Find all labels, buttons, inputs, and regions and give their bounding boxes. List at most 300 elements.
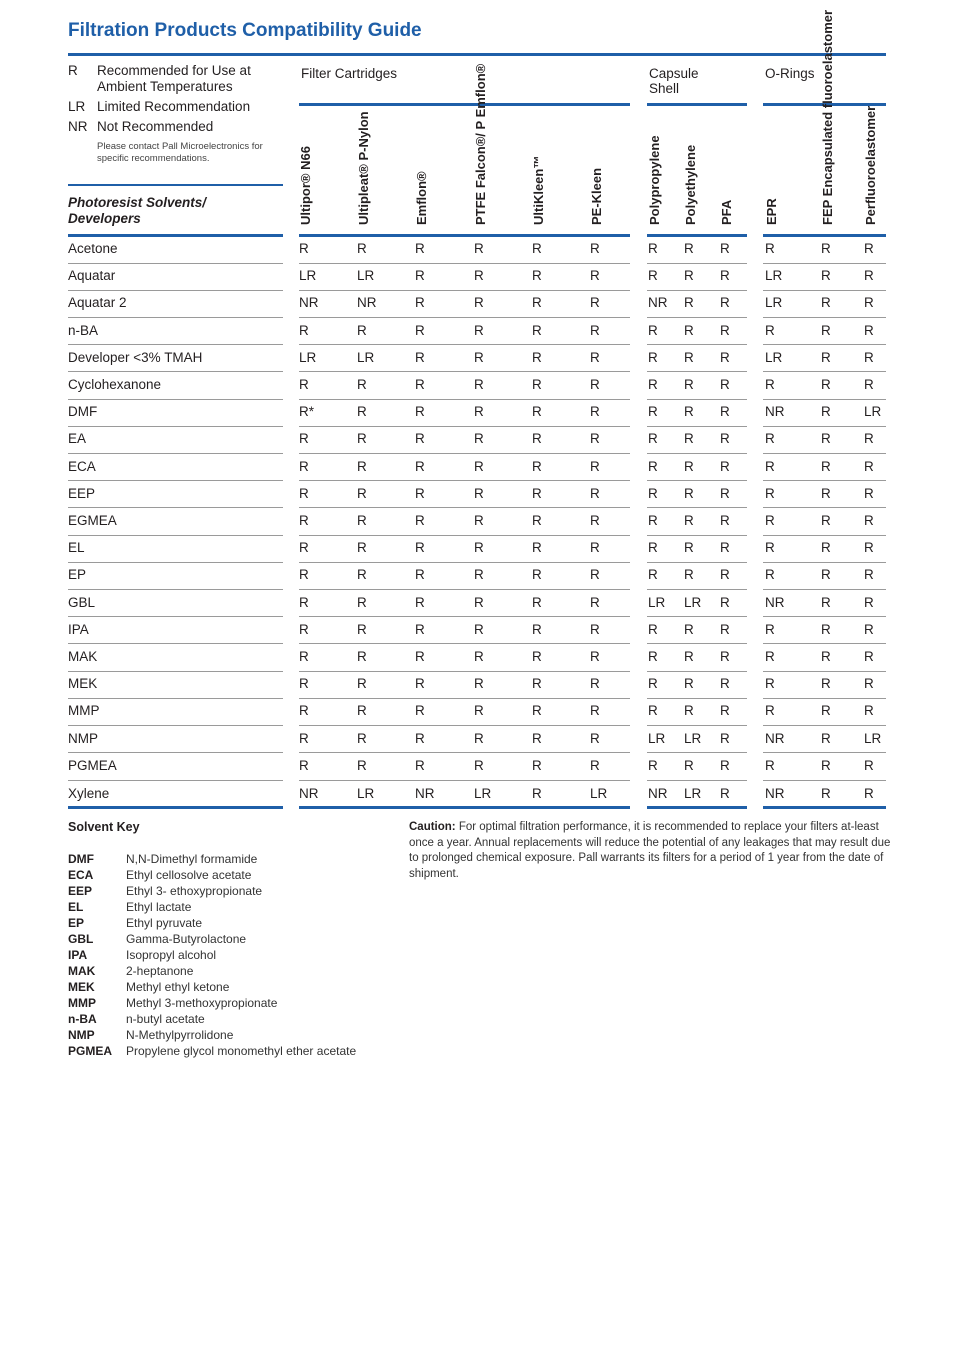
table-cell: R [864, 458, 874, 474]
table-cell: R [299, 594, 309, 610]
row-divider [299, 317, 630, 318]
row-divider [647, 643, 747, 644]
row-divider [68, 535, 283, 536]
table-cell: R [357, 649, 367, 664]
solvent-key-definition: Ethyl 3- ethoxypropionate [126, 884, 263, 898]
column-header-label: PFA [719, 199, 734, 225]
row-divider [647, 344, 747, 345]
table-cell: R [821, 431, 831, 447]
column-header-label: UltiKleen™ [531, 155, 546, 225]
table-cell: R [415, 431, 425, 447]
column-header-label: Polyethylene [683, 144, 698, 225]
table-cell: R [532, 322, 542, 338]
row-divider [763, 290, 886, 291]
table-cell: R [821, 458, 831, 474]
table-cell: R [864, 757, 874, 773]
row-divider [763, 399, 886, 400]
table-cell: R [821, 540, 831, 556]
table-cell: R [474, 241, 484, 256]
legend-note: Please contact Pall Microelectronics for specific recommendations. [97, 141, 263, 164]
row-label: Xylene [68, 786, 110, 801]
table-cell: R [357, 458, 367, 474]
table-cell: R [821, 621, 831, 637]
table-cell: R [415, 676, 425, 692]
table-cell: R [720, 649, 730, 664]
solvent-key-abbr: EP [68, 916, 85, 930]
row-divider [647, 263, 747, 264]
solvent-key-definition: Methyl ethyl ketone [126, 980, 230, 994]
table-cell: R [415, 241, 425, 256]
table-cell: R [720, 458, 730, 474]
table-cell: R [474, 594, 484, 610]
solvent-key-abbr: MEK [68, 980, 95, 994]
table-cell: R [765, 567, 775, 583]
table-cell: LR [474, 786, 492, 801]
solvent-key-abbr: EEP [68, 884, 93, 898]
solvent-key-abbr: NMP [68, 1028, 95, 1042]
table-cell: R [474, 268, 484, 284]
table-cell: R [765, 513, 775, 528]
table-cell: NR [765, 786, 785, 801]
table-cell: R [684, 485, 694, 501]
row-divider [647, 317, 747, 318]
table-cell: LR [684, 730, 702, 746]
row-divider [68, 780, 283, 781]
table-cell: R [765, 703, 775, 719]
table-cell: R [532, 786, 542, 801]
table-cell: R [590, 757, 600, 773]
row-divider [647, 562, 747, 563]
caution-note [409, 820, 894, 882]
row-divider [763, 562, 886, 563]
page-title: Filtration Products Compatibility Guide [68, 20, 422, 41]
table-cell: LR [765, 295, 783, 311]
header-rule [299, 234, 630, 237]
group-rule [647, 103, 747, 106]
row-divider [68, 562, 283, 563]
table-cell: NR [648, 295, 668, 311]
table-cell: R [474, 513, 484, 528]
row-label: ECA [68, 458, 96, 474]
group-capsule-shell: Capsule Shell [649, 66, 699, 96]
row-divider [299, 616, 630, 617]
legend-text: Recommended for Use at Ambient Temperatures [97, 63, 251, 94]
table-cell: R [474, 757, 484, 773]
row-label: MAK [68, 649, 98, 664]
table-cell: R [765, 431, 775, 447]
table-cell: R [357, 567, 367, 583]
table-cell: NR [357, 295, 377, 311]
table-cell: R [720, 322, 730, 338]
table-cell: R [648, 322, 658, 338]
row-divider [763, 780, 886, 781]
table-cell: R [821, 268, 831, 284]
table-cell: LR [648, 730, 666, 746]
solvent-key-definition: Propylene glycol monomethyl ether acetate [126, 1044, 357, 1058]
table-cell: R [684, 404, 694, 420]
table-cell: LR [648, 594, 666, 610]
table-cell: R [590, 676, 600, 692]
table-cell: LR [357, 349, 375, 365]
row-divider [647, 780, 747, 781]
table-bottom-rule [647, 806, 747, 809]
row-divider [299, 371, 630, 372]
table-cell: R [532, 757, 542, 773]
solvent-key-item [68, 883, 356, 899]
solvent-key-definition: Methyl 3-methoxypropionate [126, 996, 278, 1010]
group-filter-cartridges: Filter Cartridges [301, 66, 398, 81]
solvent-key-abbr: GBL [68, 932, 94, 946]
table-cell: R [415, 377, 425, 392]
table-cell: R [532, 703, 542, 719]
row-divider [763, 480, 886, 481]
row-divider [647, 290, 747, 291]
column-header [757, 110, 783, 225]
table-cell: R [720, 540, 730, 556]
table-cell: R [532, 295, 542, 311]
table-cell: R [590, 377, 600, 392]
legend-text: Not Recommended [97, 119, 214, 134]
table-cell: R [590, 268, 600, 284]
column-header-label: Emflon® [414, 171, 429, 225]
column-header [349, 110, 375, 225]
table-cell: R [532, 513, 542, 528]
row-divider [647, 589, 747, 590]
solvent-key-definition: Gamma-Butyrolactone [126, 932, 247, 946]
table-cell: R [648, 377, 658, 392]
group-rule [299, 103, 630, 106]
row-divider [299, 589, 630, 590]
column-header [856, 105, 882, 225]
table-cell: R [532, 649, 542, 664]
table-cell: R [590, 458, 600, 474]
row-label: EA [68, 431, 87, 447]
table-cell: R [299, 377, 309, 392]
row-divider [763, 371, 886, 372]
table-cell: R [299, 485, 309, 501]
solvent-key-item [68, 963, 356, 979]
table-cell: R [720, 730, 730, 746]
column-header-label: PTFE Falcon®/ P Emflon® [473, 63, 488, 225]
row-divider [647, 535, 747, 536]
column-header [466, 63, 492, 225]
column-header [291, 110, 317, 225]
table-cell: R [532, 268, 542, 284]
row-divider [299, 780, 630, 781]
table-cell: R [864, 676, 874, 692]
legend-text: Limited Recommendation [97, 99, 251, 114]
header-rule [763, 234, 886, 237]
solvent-key-definition: Ethyl cellosolve acetate [126, 868, 252, 882]
solvent-key-abbr: DMF [68, 852, 94, 866]
legend-item-nr [68, 119, 283, 135]
row-divider [68, 317, 283, 318]
table-cell: LR [864, 404, 882, 420]
table-cell: R [415, 730, 425, 746]
row-divider [647, 698, 747, 699]
row-divider [647, 453, 747, 454]
column-header-label: FEP Encapsulated fluoroelastomer [820, 9, 835, 225]
table-cell: R [821, 295, 831, 311]
table-cell: R [357, 676, 367, 692]
table-cell: R [357, 377, 367, 392]
solvent-key-list [68, 851, 356, 1059]
table-cell: R [821, 567, 831, 583]
row-divider [68, 507, 283, 508]
row-label: Aquatar [68, 268, 116, 284]
table-cell: R [864, 485, 874, 501]
row-label: PGMEA [68, 757, 117, 773]
table-cell: R [821, 730, 831, 746]
solvent-key-abbr: IPA [68, 948, 88, 962]
header-rule [647, 234, 747, 237]
row-divider [763, 698, 886, 699]
table-cell: R [590, 485, 600, 501]
row-divider [647, 752, 747, 753]
row-divider [299, 562, 630, 563]
table-cell: R [821, 485, 831, 501]
row-divider [763, 616, 886, 617]
row-divider [299, 698, 630, 699]
legend-code: LR [68, 99, 86, 114]
table-cell: R [590, 513, 600, 528]
row-label: EGMEA [68, 513, 117, 528]
table-cell: R [765, 621, 775, 637]
table-cell: R [357, 404, 367, 420]
table-cell: R [532, 349, 542, 365]
table-cell: R [415, 757, 425, 773]
table-cell: R [532, 241, 542, 256]
row-divider [647, 671, 747, 672]
table-cell: R [684, 621, 694, 637]
row-divider [299, 344, 630, 345]
row-divider [68, 399, 283, 400]
table-cell: R [357, 594, 367, 610]
solvent-key-abbr: n-BA [68, 1012, 97, 1026]
row-divider [68, 725, 283, 726]
table-cell: R [415, 268, 425, 284]
table-cell: R [720, 567, 730, 583]
table-cell: R [415, 594, 425, 610]
header-rule [68, 234, 283, 237]
row-label: Acetone [68, 241, 118, 256]
table-bottom-rule [68, 806, 283, 809]
table-cell: NR [765, 730, 785, 746]
row-divider [68, 643, 283, 644]
table-cell: R [590, 404, 600, 420]
column-header-label: Ultipor® N66 [298, 146, 313, 225]
solvent-key-abbr: ECA [68, 868, 94, 882]
row-divider [68, 589, 283, 590]
row-divider [68, 616, 283, 617]
table-cell: R [299, 431, 309, 447]
table-cell: R [590, 621, 600, 637]
table-cell: R [821, 322, 831, 338]
table-cell: R [864, 295, 874, 311]
table-cell: LR [765, 268, 783, 284]
table-cell: R [864, 567, 874, 583]
table-cell: R [684, 703, 694, 719]
legend [68, 63, 283, 165]
table-cell: NR [765, 594, 785, 610]
table-cell: R [821, 377, 831, 392]
table-cell: R [648, 649, 658, 664]
row-divider [299, 752, 630, 753]
table-cell: R [648, 241, 658, 256]
table-cell: R [684, 295, 694, 311]
row-divider [763, 535, 886, 536]
table-cell: R [720, 594, 730, 610]
column-header [407, 110, 433, 225]
solvent-key-item [68, 899, 356, 915]
table-cell: R [415, 513, 425, 528]
table-cell: R [765, 676, 775, 692]
table-cell: R [684, 377, 694, 392]
solvent-key-definition: Ethyl pyruvate [126, 916, 203, 930]
table-cell: LR [684, 786, 702, 801]
table-cell: R [648, 513, 658, 528]
solvent-key-item [68, 1011, 356, 1027]
table-cell: R [648, 349, 658, 365]
table-cell: R [684, 268, 694, 284]
table-cell: R [864, 540, 874, 556]
table-bottom-rule [763, 806, 886, 809]
table-cell: R [821, 404, 831, 420]
solvent-key-item [68, 851, 356, 867]
solvent-key-item [68, 915, 356, 931]
row-label: IPA [68, 621, 89, 637]
row-divider [68, 698, 283, 699]
row-label: EP [68, 567, 87, 583]
table-cell: R [684, 567, 694, 583]
table-cell: R [299, 241, 309, 256]
solvent-key-definition: Ethyl lactate [126, 900, 192, 914]
table-cell: R [590, 649, 600, 664]
table-cell: R [684, 322, 694, 338]
column-header [582, 110, 608, 225]
table-cell: R [821, 676, 831, 692]
row-divider [763, 453, 886, 454]
table-cell: R [474, 431, 484, 447]
table-cell: R [299, 513, 309, 528]
row-divider [763, 643, 886, 644]
table-cell: R [357, 485, 367, 501]
table-cell: R [474, 377, 484, 392]
table-cell: R [720, 485, 730, 501]
table-cell: R [590, 322, 600, 338]
table-cell: R [474, 349, 484, 365]
table-cell: R [415, 458, 425, 474]
row-divider [68, 752, 283, 753]
row-divider [763, 344, 886, 345]
table-cell: R [864, 268, 874, 284]
table-cell: R* [299, 404, 315, 420]
table-cell: LR [299, 268, 317, 284]
table-cell: R [299, 703, 309, 719]
table-cell: R [765, 485, 775, 501]
table-cell: LR [590, 786, 608, 801]
table-cell: R [821, 594, 831, 610]
table-cell: R [299, 621, 309, 637]
column-header-label: EPR [764, 198, 779, 225]
row-label: GBL [68, 594, 96, 610]
table-cell: R [474, 540, 484, 556]
solvent-key-title: Solvent Key [68, 820, 140, 834]
column-header-label: Polypropylene [647, 135, 662, 225]
row-divider [68, 480, 283, 481]
table-cell: R [648, 757, 658, 773]
row-label: EL [68, 540, 85, 556]
table-cell: R [532, 676, 542, 692]
column-header-label: PE-Kleen [589, 167, 604, 225]
table-cell: R [590, 295, 600, 311]
table-cell: R [299, 757, 309, 773]
table-cell: R [532, 621, 542, 637]
table-cell: R [648, 268, 658, 284]
table-cell: R [720, 377, 730, 392]
row-divider [299, 725, 630, 726]
table-cell: R [648, 485, 658, 501]
column-header [813, 9, 839, 225]
table-cell: R [357, 513, 367, 528]
row-divider [299, 671, 630, 672]
table-cell: R [864, 649, 874, 664]
table-cell: R [474, 458, 484, 474]
row-divider [763, 752, 886, 753]
title-rule [68, 53, 886, 56]
table-cell: R [415, 540, 425, 556]
table-cell: R [684, 757, 694, 773]
row-divider [68, 426, 283, 427]
table-cell: R [821, 349, 831, 365]
legend-code: R [68, 63, 78, 78]
legend-item-lr [68, 99, 283, 115]
table-cell: R [357, 621, 367, 637]
table-cell: R [415, 404, 425, 420]
table-cell: R [532, 404, 542, 420]
solvent-key-item [68, 931, 356, 947]
table-cell: R [474, 404, 484, 420]
table-cell: R [864, 431, 874, 447]
table-cell: R [864, 621, 874, 637]
table-cell: R [684, 349, 694, 365]
row-divider [68, 671, 283, 672]
row-divider [763, 507, 886, 508]
row-label: Aquatar 2 [68, 295, 127, 311]
table-cell: R [648, 458, 658, 474]
table-cell: R [648, 676, 658, 692]
table-cell: R [821, 649, 831, 664]
table-cell: R [532, 377, 542, 392]
solvent-key-item [68, 867, 356, 883]
table-cell: R [765, 377, 775, 392]
column-header [712, 110, 738, 225]
table-cell: R [590, 540, 600, 556]
table-cell: R [532, 431, 542, 447]
row-divider [647, 616, 747, 617]
row-divider [299, 480, 630, 481]
column-header [524, 110, 550, 225]
table-cell: LR [357, 268, 375, 284]
table-cell: R [684, 458, 694, 474]
table-cell: R [590, 594, 600, 610]
table-cell: R [474, 567, 484, 583]
row-divider [299, 453, 630, 454]
table-cell: R [864, 322, 874, 338]
table-cell: LR [684, 594, 702, 610]
table-cell: R [474, 621, 484, 637]
row-divider [647, 725, 747, 726]
